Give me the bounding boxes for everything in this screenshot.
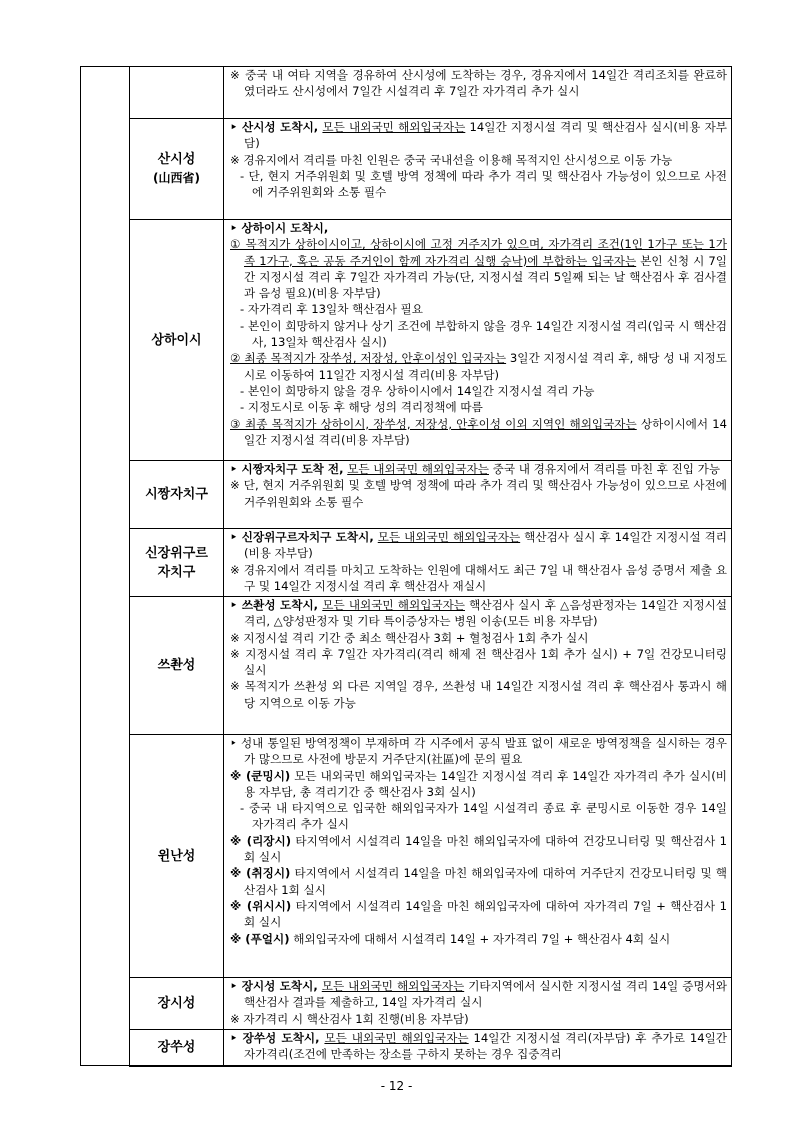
dash-line: - 지정도시로 이동 후 해당 성의 격리정책에 따름 [240,400,483,415]
city-label: ※ (리장시) [230,833,291,848]
table-row [81,119,732,220]
bullet-text: 핵산검사 실시 후 △음성판정자는 14일간 지정시설 격리, △양성판정자 및 기타 특이증상자는 병원 이송(모든 비용 자부담) [244,598,727,629]
underlined-text: ③ 최종 목적지가 상하이시, 장쑤성, 저장성, 안후이성 이외 지역인 해외입국자는 [230,416,637,431]
region-cell [130,119,224,220]
bullet-line: ‣ 성내 통일된 방역정책이 부재하며 각 시주에서 공식 발표 없이 새로운 방역정책을 실시하는 경우가 많으므로 사전에 방문지 거주단지(社區)에 문의 필요 [230,736,727,767]
content-cell [224,597,732,735]
underlined-text: ① 목적지가 상하이시이고, 상하이시에 고정 거주지가 있으며, 자가격리 조건(1인 1가구 또는 1가족 1가구, 혹은 공동 주거인이 함께 자가격리 실행 승낙)에 부합하는 입국자는 [230,237,727,268]
note-line: ※ 지정시설 격리 후 7일간 자가격리(격리 해제 전 핵산검사 1회 추가 실시) + 7일 건강모니터링 실시 [230,646,727,678]
circled-item [230,236,727,301]
underlined-text: 모든 내외국민 해외입국자는 [347,462,489,476]
bullet-heading: ‣ 산시성 도착시, [230,120,319,134]
note-line: ※ 지정시설 격리 기간 중 최소 핵산검사 3회 + 혈청검사 1회 추가 실시 [230,630,589,645]
bullet-line [230,597,727,630]
note-text: 타지역에서 시설격리 14일을 마친 해외입국자에 대하여 자가격리 7일 + 핵산검사 1회 실시 [244,898,727,930]
bullet-line [230,978,727,1011]
region-name-line2: 자치구 [157,564,196,580]
item-text: 본인 신청 시 7일간 지정시설 격리 후 7일간 자가격리 가능(단, 지정시설 격리 5일째 되는 날 핵산검사 후 검사결과 음성 필요)(비용 자부담) [244,253,727,301]
underlined-text: ② 최종 목적지가 장쑤성, 저장성, 안후이성인 입국자는 [230,351,507,366]
content-cell [224,529,732,597]
region-cell [130,67,224,119]
content-cell [224,735,732,978]
underlined-text: 모든 내외국민 해외입국자는 [321,979,465,993]
bullet-heading: ‣ 신장위구르자치구 도착시, [230,530,374,544]
underlined-text: 모든 내외국민 해외입국자는 [322,598,465,612]
city-label: ※ (쿤밍시) [230,768,291,783]
city-label: ※ (위시시) [230,898,292,913]
table-row [81,461,732,529]
note-line: ※ 경유지에서 격리를 마친 인원은 중국 국내선을 이용해 목적지인 산시성으로 이동 가능 [230,152,673,167]
circled-item [230,350,727,383]
note-line: ※ 자가격리 시 핵산검사 1회 진행(비용 자부담) [230,1011,469,1026]
region-name: 신장위구르 [145,545,208,561]
underlined-text: 모든 내외국민 해외입국자는 [322,120,466,134]
note-line [230,768,727,801]
content-cell [224,220,732,461]
page-number: - 12 - [380,1079,413,1093]
note-line [230,898,727,931]
bullet-line [230,529,727,562]
bullet-heading: ‣ 쓰촨성 도착시, [230,598,319,612]
table-row [81,220,732,461]
table-row [81,67,732,119]
note-line: ※ 경유지에서 격리를 마치고 도착하는 인원에 대해서도 최근 7일 내 핵산검사 음성 증명서 제출 요구 및 14일간 지정시설 격리 후 핵산검사 재실시 [230,562,727,593]
note-line: ※ 목적지가 쓰촨성 외 다른 지역일 경우, 쓰촨성 내 14일간 지정시설 격리 후 핵산검사 통과시 해당 지역으로 이동 가능 [230,679,727,710]
region-cell [130,597,224,735]
note-text: 모든 내외국민 해외입국자는 14일간 지정시설 격리 후 14일간 자가격리 추가 실시(비용 자부담, 총 격리기간 중 핵산검사 3회 실시) [244,768,727,799]
region-name: 쓰촨성 [157,658,196,673]
dash-line: - 본인이 희망하지 않을 경우 상하이시에서 14일간 지정시설 격리 가능 [240,383,595,398]
bullet-text: 중국 내 경유지에서 격리를 마친 후 진입 가능 [489,462,721,476]
bullet-text: 14일간 지정시설 격리 및 핵산검사 실시(비용 자부담) [244,120,727,151]
region-cell [130,978,224,1030]
region-name: 상하이시 [151,332,202,348]
item-text: 상하이시에서 14일간 지정시설 격리(비용 자부담) [244,416,728,447]
region-cell [130,220,224,461]
region-cell [130,1030,224,1066]
bullet-heading: ‣ 시짱자치구 도착 전, [230,462,344,476]
content-cell [224,1030,732,1066]
note-line: ※ 중국 내 여타 지역을 경유하여 산시성에 도착하는 경우, 경유지에서 14일간 격리조치를 완료하였더라도 산시성에서 7일간 시설격리 후 7일간 자가격리 추가 실시 [230,68,727,99]
dash-line: - 중국 내 타지역으로 입국한 해외입국자가 14일 시설격리 종료 후 쿤밍시로 이동한 경우 14일 자가격리 추가 실시 [240,801,727,832]
item-text: 3일간 지정시설 격리 후, 해당 성 내 지정도시로 이동하여 11일간 지정시설 격리(비용 자부담) [244,351,727,382]
bullet-line [230,119,727,152]
region-cell [130,461,224,529]
note-line [230,865,727,898]
dash-line: - 자가격리 후 13일차 핵산검사 필요 [240,302,423,317]
note-text: 해외입국자에 대해서 시설격리 14일 + 자가격리 7일 + 핵산검사 4회 실시 [289,931,671,946]
bullet-line [230,1030,727,1063]
quarantine-policy-table [80,66,732,1067]
underlined-text: 모든 내외국민 해외입국자는 [324,1031,469,1045]
bullet-heading: ‣ 장쑤성 도착시, [230,1031,320,1045]
table-row [81,529,732,597]
note-line [230,931,727,947]
note-line: ※ 단, 현지 거주위원회 및 호텔 방역 정책에 따라 추가 격리 및 핵산검사 가능성이 있으므로 사전에 거주위원회와 소통 필수 [230,478,727,509]
city-label: ※ (취징시) [230,866,291,881]
document-page [80,66,728,1067]
region-cell [130,529,224,597]
outer-category-cell [81,67,130,1066]
bullet-heading: ‣ 상하이시 도착시, [230,221,329,235]
note-line [230,833,727,866]
content-cell [224,119,732,220]
circled-item [230,416,727,449]
region-name: 장쑤성 [157,1039,196,1055]
bullet-text: 14일간 지정시설 격리(자부담) 후 추가로 14일간 자가격리(조건에 만족하는 장소를 구하지 못하는 경우 집중격리 [244,1031,727,1062]
bullet-text: 기타지역에서 실시한 지정시설 격리 14일 증명서와 핵산검사 결과를 제출하고, 14일 자가격리 실시 [244,979,727,1010]
content-cell [224,67,732,119]
region-hanja: (山西省) [153,171,200,185]
content-cell [224,978,732,1030]
content-cell [224,461,732,529]
note-text: 타지역에서 시설격리 14일을 마친 해외입국자에 대하여 건강모니터링 및 핵산검사 1회 실시 [244,833,727,865]
region-name: 시짱자치구 [145,487,208,502]
bullet-line [230,461,727,477]
table-row [81,1030,732,1066]
table-row [81,597,732,735]
dash-line: - 본인이 희망하지 않거나 상기 조건에 부합하지 않을 경우 14일간 지정시설 격리(입국 시 핵산검사, 13일차 핵산검사 실시) [240,318,727,350]
note-text: 타지역에서 시설격리 14일을 마친 해외입국자에 대하여 거주단지 건강모니터링 및 핵산검사 1회 실시 [244,866,727,897]
dash-line: - 단, 현지 거주위원회 및 호텔 방역 정책에 따라 추가 격리 및 핵산검사 가능성이 있으므로 사전에 거주위원회와 소통 필수 [240,168,727,200]
city-label: ※ (푸얼시) [230,931,290,946]
region-cell [130,735,224,978]
region-name: 장시성 [157,996,196,1011]
bullet-heading: ‣ 장시성 도착시, [230,979,318,993]
table-row [81,735,732,978]
bullet-text: 핵산검사 실시 후 14일간 지정시설 격리(비용 자부담) [244,530,727,561]
table-row [81,978,732,1030]
underlined-text: 모든 내외국민 해외입국자는 [377,530,521,544]
region-name: 산시성 [157,152,196,167]
region-name: 윈난성 [157,848,196,864]
